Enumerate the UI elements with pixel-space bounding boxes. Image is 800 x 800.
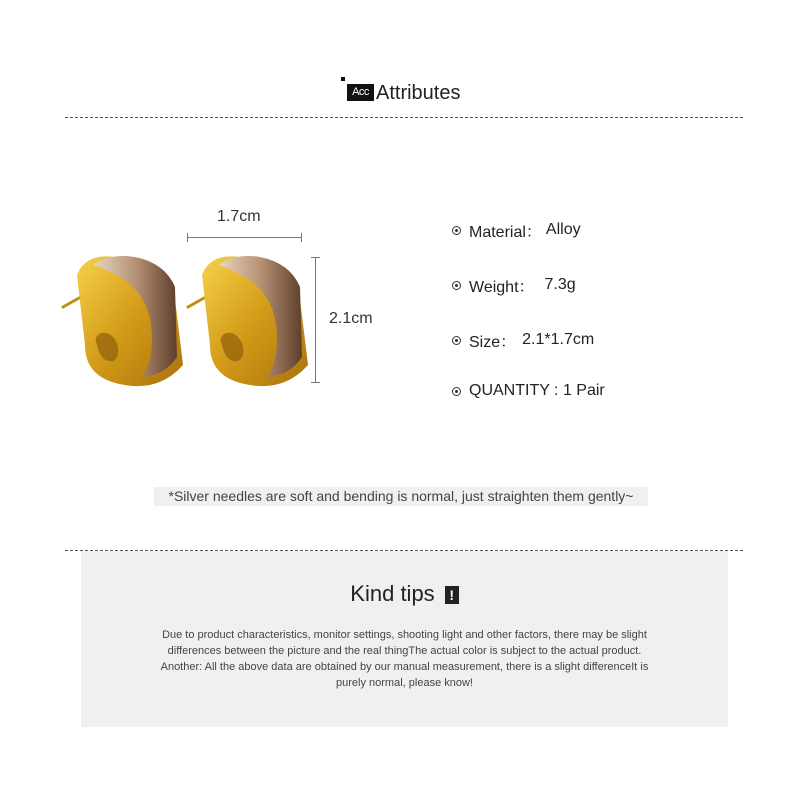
tips-line: purely normal, please know! <box>336 677 473 689</box>
attribute-label: Size： <box>469 333 517 351</box>
bullet-icon <box>452 387 461 396</box>
height-dimension-label: 2.1cm <box>329 310 373 327</box>
attribute-material <box>452 219 581 241</box>
bullet-icon <box>452 281 461 290</box>
right-earring <box>188 256 308 386</box>
exclamation-icon: ! <box>445 586 459 604</box>
kind-tips-title-text: Kind tips <box>350 581 435 606</box>
tips-line: differences between the picture and the real thingThe actual color is subject to the actual product. <box>167 645 642 657</box>
top-divider <box>65 117 743 118</box>
width-dimension-label: 1.7cm <box>217 208 261 225</box>
header-dot <box>341 77 345 81</box>
needle-note: *Silver needles are soft and bending is normal, just straighten them gently~ <box>154 487 648 506</box>
section-header <box>0 76 800 108</box>
attribute-label: Weight： <box>469 278 535 296</box>
tips-line: Another: All the above data are obtained by our manual measurement, there is a slight differenceIt is <box>160 661 649 673</box>
attribute-value: 2.1*1.7cm <box>522 331 595 348</box>
tips-line: Due to product characteristics, monitor settings, shooting light and other factors, there may be slight <box>162 629 647 641</box>
earrings-product-image <box>55 245 315 395</box>
bullet-icon <box>452 226 461 235</box>
height-dimension-line <box>311 257 321 383</box>
attribute-value: Alloy <box>545 221 581 238</box>
kind-tips-title <box>81 581 728 607</box>
attribute-value: 7.3g <box>544 276 576 293</box>
kind-tips-body <box>121 627 688 691</box>
bullet-icon <box>452 336 461 345</box>
attribute-size <box>452 329 594 351</box>
attribute-quantity <box>452 380 605 402</box>
attribute-label: Material： <box>469 223 542 241</box>
left-earring <box>63 256 183 386</box>
attribute-weight <box>452 274 576 296</box>
header-tag: Acc <box>347 84 374 101</box>
section-title: Attributes <box>376 82 461 104</box>
width-dimension-line <box>187 233 302 243</box>
kind-tips-panel <box>81 551 728 727</box>
attribute-label: QUANTITY : 1 Pair <box>469 382 605 399</box>
